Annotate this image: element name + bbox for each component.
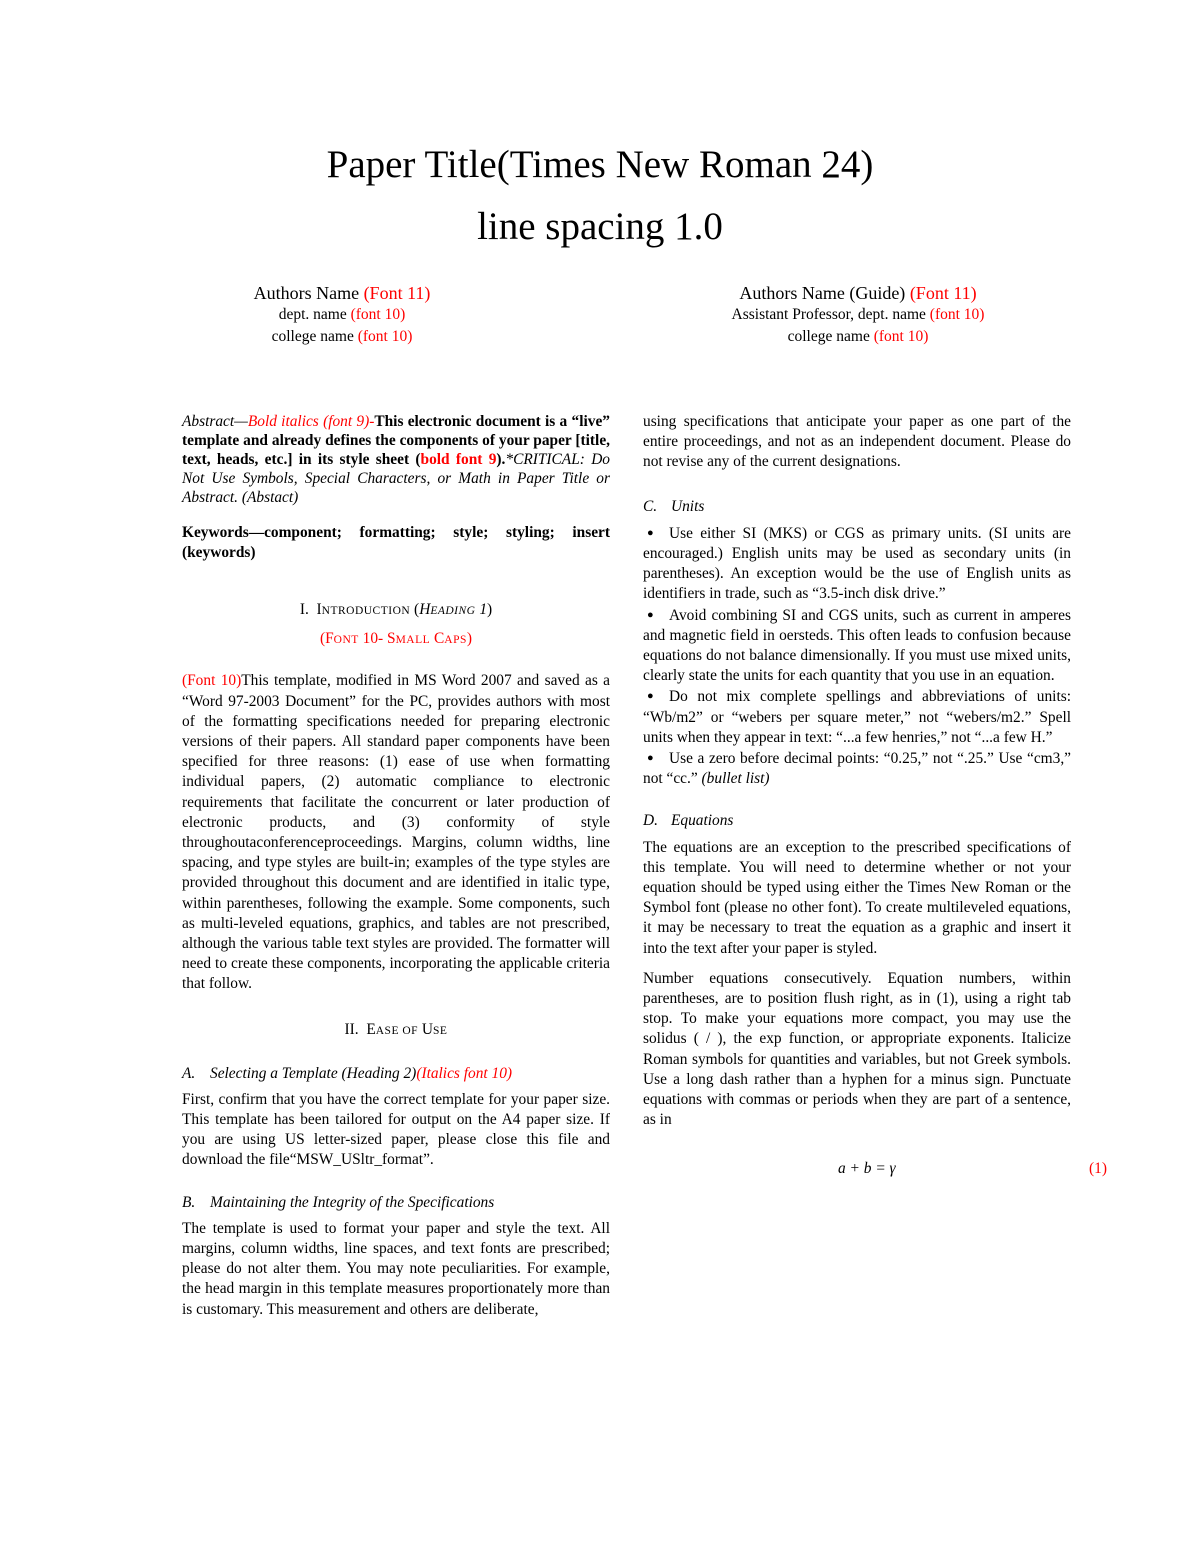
- bullet-item: ● Avoid combining SI and CGS units, such as current in amperes and magnetic field in oersteds. This often leads to confusion because equations do not balance dimensionally. If you must use mixed units, clearly state the units for each quantity that you use in an equation.: [643, 606, 1071, 685]
- subsection-a-paragraph: First, confirm that you have the correct template for your paper size. This template has been tailored for output on the A4 paper size. If you are using US letter-sized paper, please close this file and download the file“MSW_USltr_format”.: [182, 1090, 610, 1169]
- bullet-item: ● Use a zero before decimal points: “0.25,” not “.25.” Use “cm3,” not “cc.” (bullet list): [643, 750, 1071, 788]
- subsection-heading-d: D. Equations: [643, 812, 734, 830]
- equations-paragraph-2: Number equations consecutively. Equation numbers, within parentheses, are to position flush right, as in (1), using a right tab stop. To make your equations more compact, you may use the solidus ( / ), the exp function, or appropriate exponents. Italicize Roman symbols for quantities and variables, but not Greek symbols. Use a long dash rather than a hyphen for a minus sign. Punctuate equations with commas or periods when they are part of a sentence, as in: [643, 969, 1071, 1129]
- author-dept: dept. name (font 10): [278, 306, 406, 323]
- introduction-paragraph: (Font 10)This template, modified in MS Word 2007 and saved as a “Word 97-2003 Document” for the PC, provides authors with most of the formatting specifications needed for preparing electronic versions of their papers. All standard paper components have been specified for three reasons: (1) ease of use when formatting individual papers, (2) automatic compliance to electronic requirements that facilitate the concurrent or later production of electronic products, and (3) conformity of style throughoutaconferenceproceedings. Margins, column widths, line spacing, and type styles are built-in; examples of the type styles are provided throughout this document and are identified in italic type, within parentheses, following the example. Some components, such as multi-leveled equations, graphics, and tables are not prescribed, although the various table text styles are provided. The formatter will need to create these components, incorporating the applicable criteria that follow.: [182, 672, 611, 993]
- abstract: Abstract—Bold italics (font 9)-This electronic document is a “live” template and already defines the components of your paper [title, text, heads, etc.] in its style sheet (bold font 9).*CRITICAL: Do Not Use Symbols, Special Characters, or Math in Paper Title or Abstract. (Abstact): [182, 413, 610, 506]
- author-college: college name (font 10): [787, 328, 929, 345]
- keywords: Keywords—component; formatting; style; styling; insert (keywords): [182, 524, 610, 562]
- section-heading-ease-of-use: II. EASE OF USE: [344, 1020, 448, 1038]
- subsection-heading-a: A. Selecting a Template (Heading 2)(Italics font 10): [182, 1064, 513, 1082]
- left-column: [182, 412, 610, 1320]
- paper-title: [0, 134, 1200, 258]
- bullet-item: ● Use either SI (MKS) or CGS as primary units. (SI units are encouraged.) English units may be used as secondary units (in parentheses). An exception would be the use of English units as identifiers in trade, such as “3.5-inch disk drive.”: [643, 524, 1071, 603]
- equation-1: [643, 1159, 1107, 1181]
- bullet-icon: ●: [647, 608, 654, 621]
- equations-paragraph-1: The equations are an exception to the prescribed specifications of this template. You will need to determine whether or not your equation should be typed using either the Times New Roman or the Symbol font (please no other font). To create multileveled equations, it may be necessary to treat the equation as a graphic and insert it into the text after your paper is styled.: [643, 838, 1071, 957]
- author-name: Authors Name (Font 11): [253, 283, 431, 303]
- bullet-icon: ●: [647, 752, 654, 765]
- bullet-item: ● Do not mix complete spellings and abbreviations of units: “Wb/m2” or “webers per square meter,” not “webers/m2.” Spell units when they appear in text: “...a few henries,” not “...a few H.”: [643, 688, 1071, 746]
- author-block-1: [122, 282, 562, 348]
- continued-paragraph: using specifications that anticipate your paper as one part of the entire proceedings, and not as an independent document. Please do not revise any of the current designations.: [643, 413, 1071, 471]
- bullet-icon: ●: [647, 526, 654, 539]
- author-college: college name (font 10): [271, 328, 413, 345]
- section-heading-note: (FONT 10- SMALL CAPS): [319, 630, 473, 648]
- subsection-heading-c: C. Units: [643, 497, 705, 515]
- equation-number: (1): [1089, 1159, 1107, 1177]
- title-line-1: Paper Title(Times New Roman 24): [326, 143, 874, 186]
- subsection-heading-b: B. Maintaining the Integrity of the Specifications: [182, 1193, 495, 1211]
- right-column: [643, 412, 1107, 1181]
- title-line-2: line spacing 1.0: [477, 205, 723, 248]
- author-name: Authors Name (Guide) (Font 11): [739, 283, 977, 303]
- bullet-icon: ●: [647, 690, 654, 703]
- section-heading-introduction: I. INTRODUCTION (HEADING 1): [299, 601, 493, 619]
- author-block-2: [638, 282, 1078, 348]
- equation-expression: a + b = γ: [838, 1159, 896, 1177]
- subsection-b-paragraph: The template is used to format your paper and style the text. All margins, column widths, line spaces, and text fonts are prescribed; please do not alter them. You may note peculiarities. For example, the head margin in this template measures proportionately more than is customary. This measurement and others are deliberate,: [182, 1219, 610, 1318]
- author-dept: Assistant Professor, dept. name (font 10): [731, 306, 985, 323]
